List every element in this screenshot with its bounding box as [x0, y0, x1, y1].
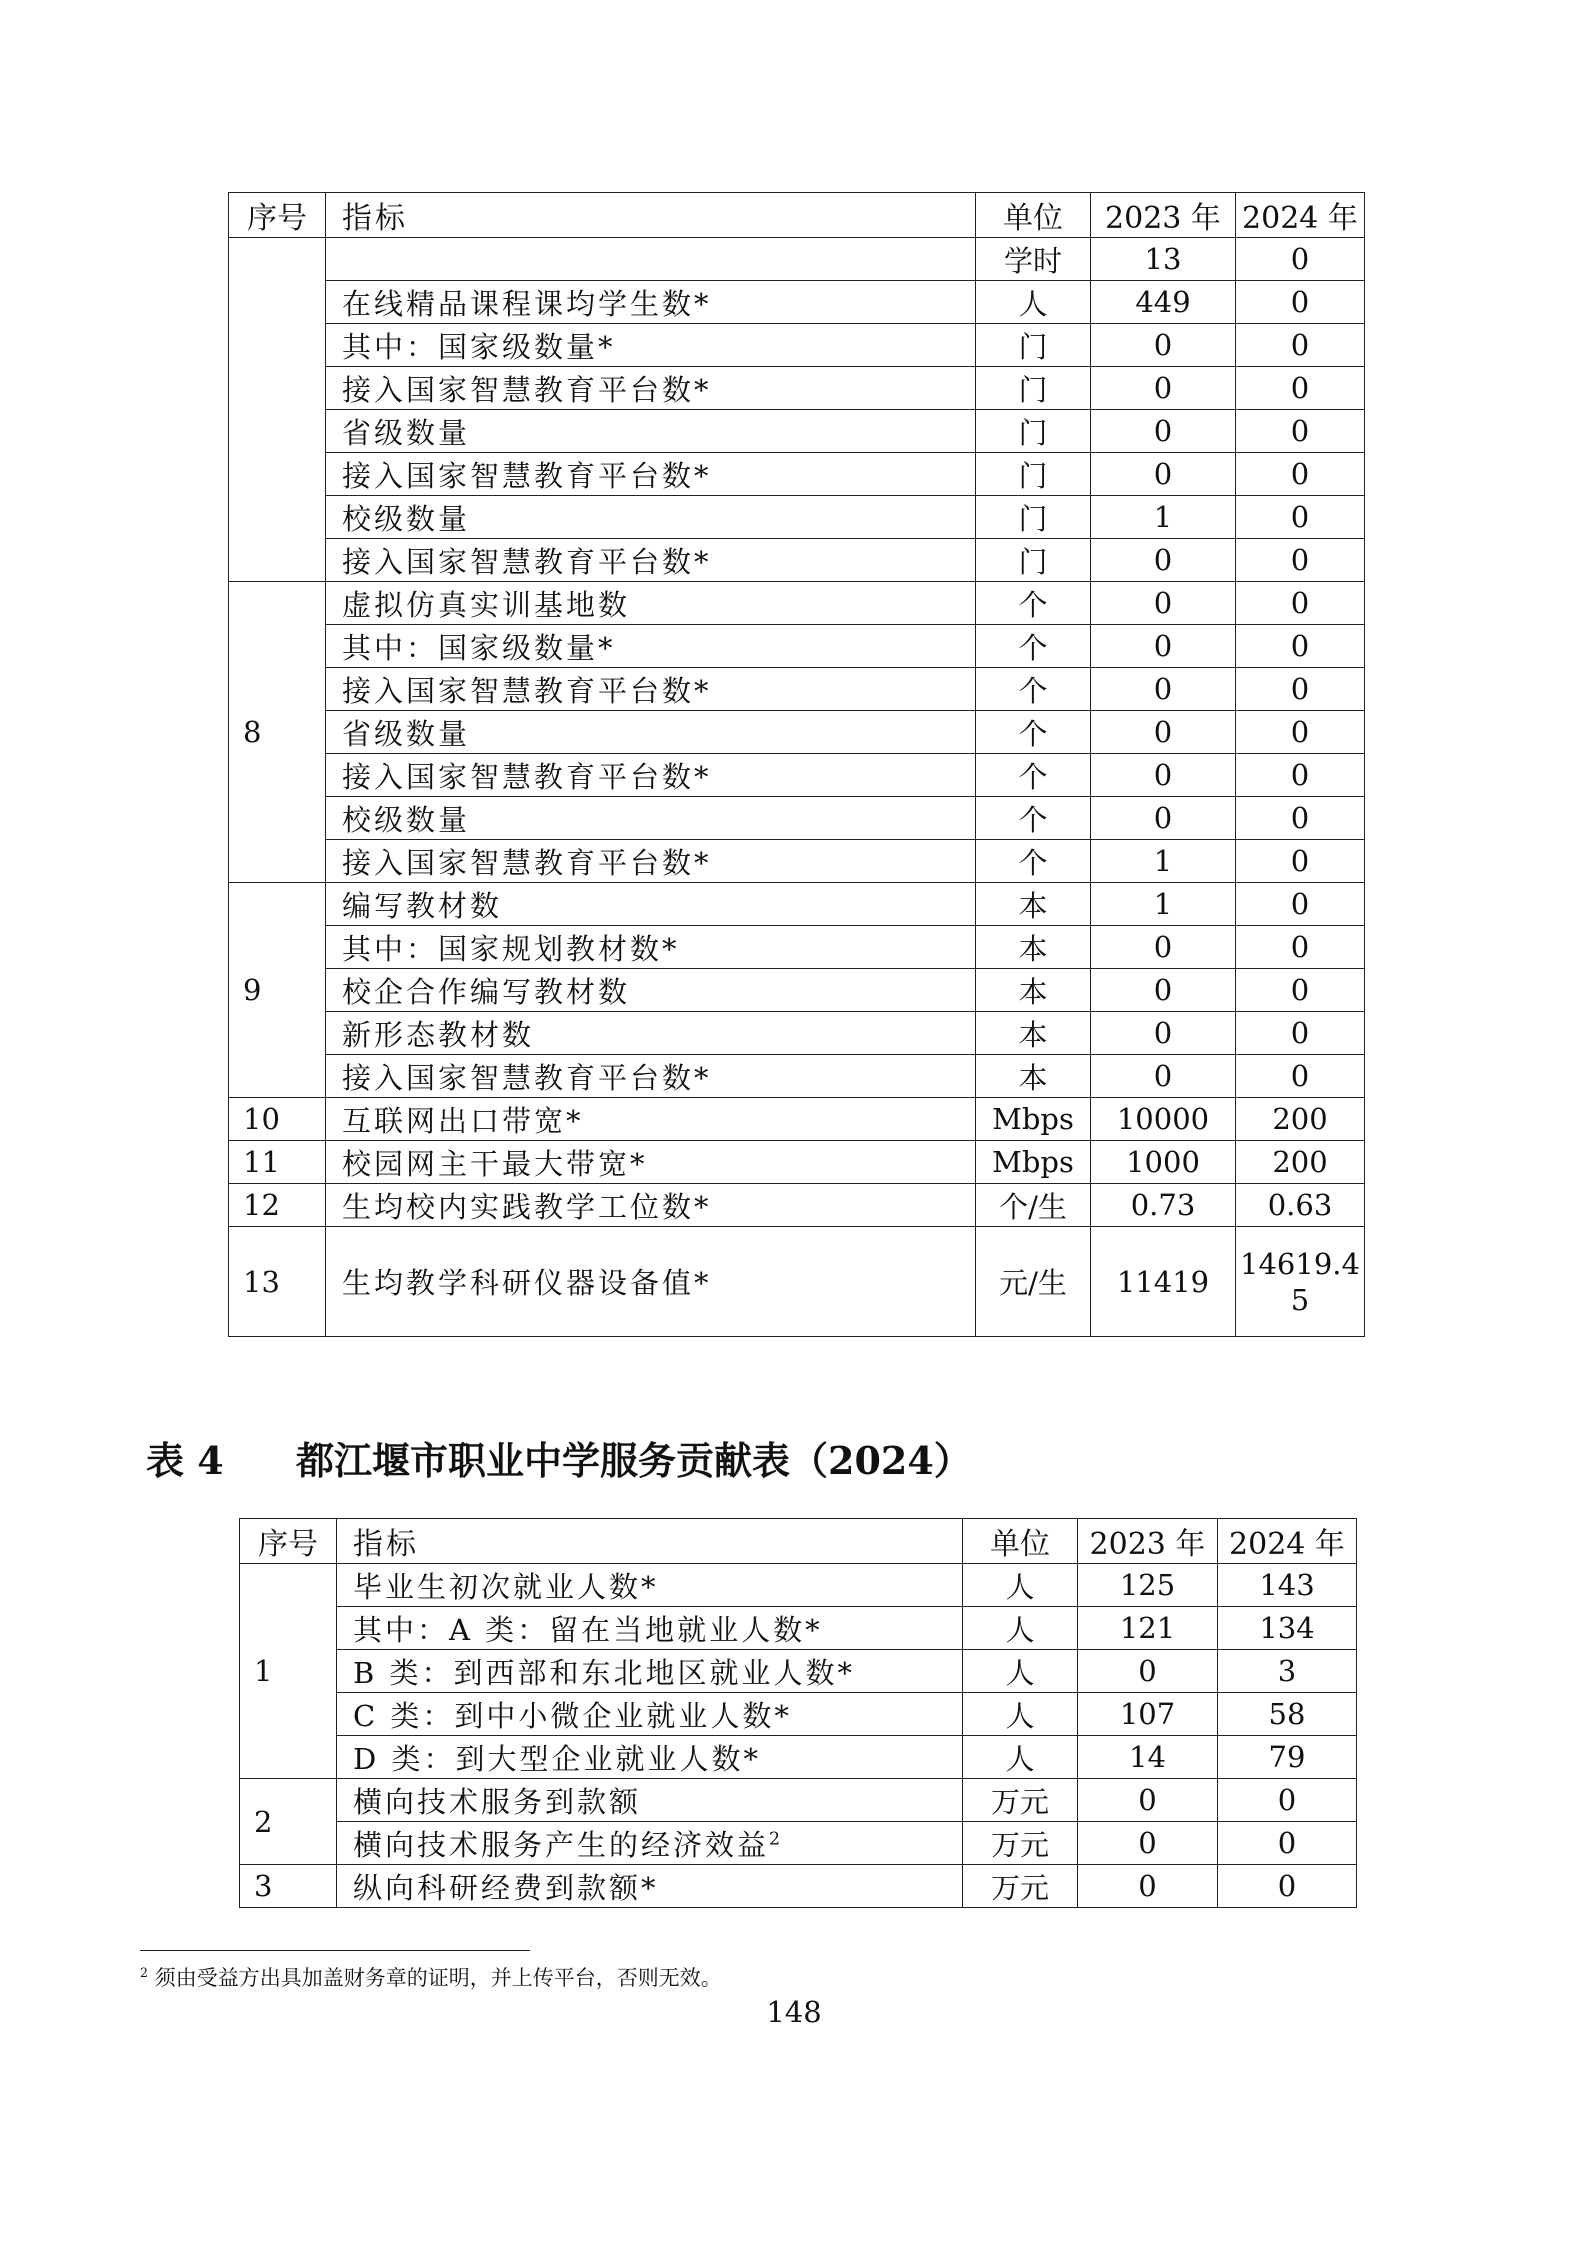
value-2024: 0: [1218, 1822, 1357, 1865]
indicator-cell: 在线精品课程课均学生数*: [326, 281, 976, 324]
value-2023: 125: [1078, 1564, 1218, 1607]
table-row: [229, 1055, 1365, 1098]
value-2024: 0: [1236, 754, 1365, 797]
value-2024: 0.63: [1236, 1184, 1365, 1227]
table-row: [229, 238, 1365, 281]
unit-cell: 人: [963, 1564, 1078, 1607]
unit-cell: 万元: [963, 1779, 1078, 1822]
value-2024: 0: [1236, 453, 1365, 496]
indicator-cell: 校级数量: [326, 496, 976, 539]
value-2023: 0: [1091, 668, 1236, 711]
value-2023: 0: [1091, 1055, 1236, 1098]
header-2024: 2024 年: [1218, 1519, 1357, 1564]
seq-cell: 1: [240, 1564, 337, 1779]
footnote-marker: 2: [140, 1965, 149, 1980]
indicator-table-continued: [228, 192, 1365, 1337]
value-2023: 13: [1091, 238, 1236, 281]
unit-cell: 人: [976, 281, 1091, 324]
value-2024: 0: [1236, 840, 1365, 883]
table-caption-title: 都江堰市职业中学服务贡献表（2024）: [296, 1438, 972, 1483]
unit-cell: 人: [963, 1736, 1078, 1779]
table-header-row: [229, 193, 1365, 238]
unit-cell: 门: [976, 324, 1091, 367]
value-2023: 10000: [1091, 1098, 1236, 1141]
indicator-cell: 接入国家智慧教育平台数*: [326, 539, 976, 582]
table-row: [229, 324, 1365, 367]
value-2023: 1000: [1091, 1141, 1236, 1184]
unit-cell: 个: [976, 797, 1091, 840]
indicator-cell: 新形态教材数: [326, 1012, 976, 1055]
value-2024: 14619.45: [1236, 1227, 1365, 1337]
unit-cell: 本: [976, 1012, 1091, 1055]
indicator-cell: 接入国家智慧教育平台数*: [326, 453, 976, 496]
value-2023: 1: [1091, 840, 1236, 883]
indicator-cell: 省级数量: [326, 410, 976, 453]
indicator-cell: 生均校内实践教学工位数*: [326, 1184, 976, 1227]
unit-cell: 门: [976, 453, 1091, 496]
table-row: [229, 1098, 1365, 1141]
value-2024: 0: [1218, 1865, 1357, 1908]
value-2024: 0: [1236, 797, 1365, 840]
indicator-cell: B 类：到西部和东北地区就业人数*: [337, 1650, 963, 1693]
service-contribution-table: [239, 1518, 1357, 1908]
indicator-cell: 省级数量: [326, 711, 976, 754]
seq-cell: [229, 238, 326, 582]
footnote: [140, 1962, 722, 1992]
table-row: [240, 1865, 1357, 1908]
indicator-cell: 其中：A 类：留在当地就业人数*: [337, 1607, 963, 1650]
value-2024: 0: [1236, 496, 1365, 539]
header-seq: 序号: [240, 1519, 337, 1564]
table-row: [240, 1693, 1357, 1736]
unit-cell: 门: [976, 367, 1091, 410]
indicator-cell: 接入国家智慧教育平台数*: [326, 754, 976, 797]
seq-cell: 8: [229, 582, 326, 883]
value-2024: 134: [1218, 1607, 1357, 1650]
value-2023: 0: [1091, 711, 1236, 754]
value-2023: 1: [1091, 496, 1236, 539]
unit-cell: 人: [963, 1650, 1078, 1693]
value-2023: 14: [1078, 1736, 1218, 1779]
indicator-text: 横向技术服务产生的经济效益: [353, 1827, 770, 1862]
table-header-row: [240, 1519, 1357, 1564]
value-2024: 0: [1236, 883, 1365, 926]
table-row: [229, 754, 1365, 797]
value-2024: 0: [1236, 539, 1365, 582]
table-row: [240, 1736, 1357, 1779]
value-2024: 143: [1218, 1564, 1357, 1607]
value-2023: 449: [1091, 281, 1236, 324]
table-row: [229, 410, 1365, 453]
value-2024: 0: [1236, 238, 1365, 281]
footnote-text: 须由受益方出具加盖财务章的证明，并上传平台，否则无效。: [154, 1966, 722, 1990]
unit-cell: 门: [976, 539, 1091, 582]
table-row: [240, 1607, 1357, 1650]
value-2024: 0: [1236, 367, 1365, 410]
seq-cell: 3: [240, 1865, 337, 1908]
table-row: [229, 625, 1365, 668]
value-2024: 0: [1236, 711, 1365, 754]
unit-cell: 本: [976, 1055, 1091, 1098]
unit-cell: 人: [963, 1607, 1078, 1650]
value-2023: 107: [1078, 1693, 1218, 1736]
value-2023: 11419: [1091, 1227, 1236, 1337]
value-2024: 200: [1236, 1141, 1365, 1184]
unit-cell: Mbps: [976, 1098, 1091, 1141]
header-2024: 2024 年: [1236, 193, 1365, 238]
header-2023: 2023 年: [1091, 193, 1236, 238]
value-2023: 0: [1091, 797, 1236, 840]
unit-cell: 本: [976, 969, 1091, 1012]
indicator-cell: 编写教材数: [326, 883, 976, 926]
table-row: [229, 496, 1365, 539]
indicator-cell: 接入国家智慧教育平台数*: [326, 840, 976, 883]
value-2024: 0: [1236, 582, 1365, 625]
value-2023: 0: [1091, 926, 1236, 969]
value-2023: 0: [1091, 754, 1236, 797]
indicator-cell: 接入国家智慧教育平台数*: [326, 668, 976, 711]
value-2023: 0: [1091, 453, 1236, 496]
indicator-cell: 接入国家智慧教育平台数*: [326, 1055, 976, 1098]
table-row: [240, 1822, 1357, 1865]
table-row: [240, 1779, 1357, 1822]
value-2023: 0: [1091, 324, 1236, 367]
unit-cell: 本: [976, 926, 1091, 969]
value-2024: 0: [1236, 410, 1365, 453]
indicator-cell: 生均教学科研仪器设备值*: [326, 1227, 976, 1337]
value-2023: 0: [1091, 410, 1236, 453]
table-row: [229, 797, 1365, 840]
indicator-cell: 校园网主干最大带宽*: [326, 1141, 976, 1184]
value-2023: 121: [1078, 1607, 1218, 1650]
table-row: [229, 539, 1365, 582]
value-2023: 0: [1091, 367, 1236, 410]
seq-cell: 12: [229, 1184, 326, 1227]
indicator-cell: 纵向科研经费到款额*: [337, 1865, 963, 1908]
value-2024: 0: [1236, 1055, 1365, 1098]
unit-cell: 学时: [976, 238, 1091, 281]
indicator-cell: [337, 1822, 963, 1865]
header-2023: 2023 年: [1078, 1519, 1218, 1564]
indicator-cell: 接入国家智慧教育平台数*: [326, 367, 976, 410]
value-2024: 0: [1236, 1012, 1365, 1055]
seq-cell: 10: [229, 1098, 326, 1141]
table-caption: [146, 1430, 972, 1485]
unit-cell: 本: [976, 883, 1091, 926]
indicator-cell: 其中：国家级数量*: [326, 625, 976, 668]
unit-cell: 个: [976, 625, 1091, 668]
value-2023: 0: [1078, 1650, 1218, 1693]
header-unit: 单位: [963, 1519, 1078, 1564]
footnote-divider: [140, 1950, 530, 1951]
indicator-cell: 其中：国家级数量*: [326, 324, 976, 367]
header-indicator: 指标: [326, 193, 976, 238]
table-caption-label: 表 4: [146, 1438, 224, 1483]
unit-cell: 门: [976, 410, 1091, 453]
table-row: [229, 1184, 1365, 1227]
indicator-cell: 毕业生初次就业人数*: [337, 1564, 963, 1607]
table-row: [229, 367, 1365, 410]
table-row: [229, 582, 1365, 625]
header-indicator: 指标: [337, 1519, 963, 1564]
value-2024: 0: [1236, 281, 1365, 324]
table-row: [229, 926, 1365, 969]
value-2023: 0: [1078, 1865, 1218, 1908]
header-unit: 单位: [976, 193, 1091, 238]
unit-cell: 元/生: [976, 1227, 1091, 1337]
value-2024: 0: [1236, 324, 1365, 367]
seq-cell: 13: [229, 1227, 326, 1337]
unit-cell: 个: [976, 582, 1091, 625]
table-row: [229, 1141, 1365, 1184]
unit-cell: 人: [963, 1693, 1078, 1736]
unit-cell: 个/生: [976, 1184, 1091, 1227]
value-2023: 0: [1091, 1012, 1236, 1055]
header-seq: 序号: [229, 193, 326, 238]
table-row: [229, 1227, 1365, 1337]
unit-cell: Mbps: [976, 1141, 1091, 1184]
value-2023: 0: [1091, 539, 1236, 582]
value-2024: 0: [1236, 668, 1365, 711]
table-row: [240, 1650, 1357, 1693]
table-row: [229, 453, 1365, 496]
table-row: [229, 840, 1365, 883]
indicator-cell: [326, 238, 976, 281]
indicator-cell: 其中：国家规划教材数*: [326, 926, 976, 969]
unit-cell: 个: [976, 711, 1091, 754]
footnote-ref: 2: [769, 1828, 784, 1849]
value-2023: 1: [1091, 883, 1236, 926]
seq-cell: 11: [229, 1141, 326, 1184]
value-2023: 0.73: [1091, 1184, 1236, 1227]
indicator-cell: 互联网出口带宽*: [326, 1098, 976, 1141]
indicator-cell: 校企合作编写教材数: [326, 969, 976, 1012]
table-row: [229, 281, 1365, 324]
table-row: [229, 1012, 1365, 1055]
table-row: [229, 883, 1365, 926]
table-row: [229, 711, 1365, 754]
unit-cell: 个: [976, 840, 1091, 883]
value-2023: 0: [1078, 1822, 1218, 1865]
value-2024: 0: [1218, 1779, 1357, 1822]
table-row: [229, 969, 1365, 1012]
unit-cell: 个: [976, 668, 1091, 711]
indicator-cell: 校级数量: [326, 797, 976, 840]
value-2024: 3: [1218, 1650, 1357, 1693]
value-2024: 0: [1236, 625, 1365, 668]
indicator-cell: 虚拟仿真实训基地数: [326, 582, 976, 625]
unit-cell: 门: [976, 496, 1091, 539]
table-row: [240, 1564, 1357, 1607]
unit-cell: 个: [976, 754, 1091, 797]
value-2024: 58: [1218, 1693, 1357, 1736]
value-2024: 0: [1236, 969, 1365, 1012]
value-2023: 0: [1091, 582, 1236, 625]
indicator-cell: D 类：到大型企业就业人数*: [337, 1736, 963, 1779]
table-row: [229, 668, 1365, 711]
page-number: 148: [766, 1995, 822, 2029]
indicator-cell: C 类：到中小微企业就业人数*: [337, 1693, 963, 1736]
value-2023: 0: [1091, 625, 1236, 668]
seq-cell: 9: [229, 883, 326, 1098]
value-2024: 0: [1236, 926, 1365, 969]
unit-cell: 万元: [963, 1865, 1078, 1908]
unit-cell: 万元: [963, 1822, 1078, 1865]
seq-cell: 2: [240, 1779, 337, 1865]
indicator-cell: 横向技术服务到款额: [337, 1779, 963, 1822]
value-2024: 79: [1218, 1736, 1357, 1779]
value-2023: 0: [1091, 969, 1236, 1012]
value-2024: 200: [1236, 1098, 1365, 1141]
value-2023: 0: [1078, 1779, 1218, 1822]
